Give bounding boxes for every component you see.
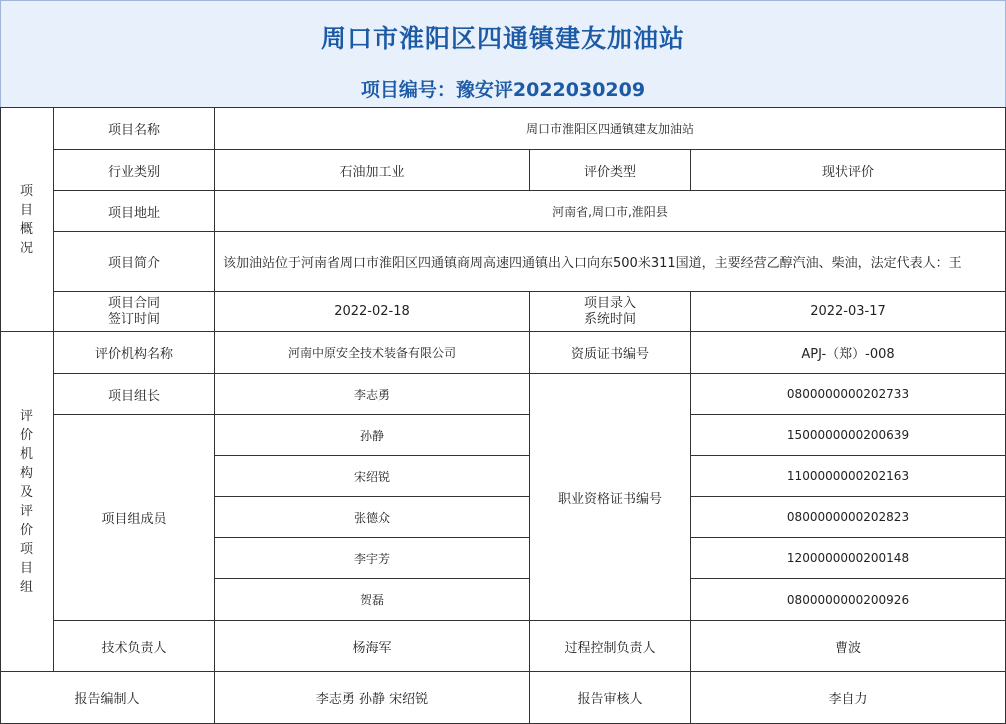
- project-number: 项目编号：豫安评2022030209: [360, 79, 646, 101]
- group-label-char: 况: [19, 240, 33, 256]
- project-name-value: 周口市淮阳区四通镇建友加油站: [215, 108, 1006, 150]
- overview-group-label: [0, 108, 54, 332]
- tech-lead-label: 技术负责人: [54, 621, 215, 672]
- group-label-char: 项: [19, 183, 33, 199]
- org-name-value: 河南中原安全技术装备有限公司: [215, 332, 530, 374]
- industry-label: 行业类别: [54, 150, 215, 191]
- group-label-char: 项: [19, 541, 33, 557]
- member-cert: 0800000000200926: [691, 579, 1006, 621]
- tech-lead-value: 杨海军: [215, 621, 530, 672]
- group-label-char: 构: [19, 465, 33, 481]
- member-name: 贺磊: [215, 579, 530, 621]
- eval-type-label: 评价类型: [530, 150, 691, 191]
- member-name: 孙静: [215, 415, 530, 456]
- report-reviewer-label: 报告审核人: [530, 672, 691, 724]
- report-author-label: 报告编制人: [0, 672, 215, 724]
- eval-type-value: 现状评价: [691, 150, 1006, 191]
- group-label-char: 目: [19, 202, 33, 218]
- intro-value: 该加油站位于河南省周口市淮阳区四通镇商周高速四通镇出入口向东500米311国道，主要经营乙醇汽油、柴油，法定代表人：王: [215, 232, 1006, 292]
- member-cert: 1200000000200148: [691, 538, 1006, 579]
- entry-date-label: 项目录入系统时间: [530, 292, 691, 332]
- agency-group-label: [0, 332, 54, 672]
- members-label: 项目组成员: [54, 415, 215, 621]
- leader-label: 项目组长: [54, 374, 215, 415]
- group-label-char: 评: [19, 503, 33, 519]
- member-cert: 0800000000202733: [691, 374, 1006, 415]
- member-name: 张德众: [215, 497, 530, 538]
- member-cert: 0800000000202823: [691, 497, 1006, 538]
- report-reviewer-value: 李自力: [691, 672, 1006, 724]
- contract-date-label: 项目合同签订时间: [54, 292, 215, 332]
- group-label-char: 及: [19, 484, 33, 500]
- intro-label: 项目简介: [54, 232, 215, 292]
- group-label-char: 评: [19, 408, 33, 424]
- address-label: 项目地址: [54, 191, 215, 232]
- contract-date-value: 2022-02-18: [215, 292, 530, 332]
- org-name-label: 评价机构名称: [54, 332, 215, 374]
- group-label-char: 机: [19, 446, 33, 462]
- qualification-label: 职业资格证书编号: [530, 374, 691, 621]
- group-label-char: 价: [19, 427, 33, 443]
- address-value: 河南省,周口市,淮阳县: [215, 191, 1006, 232]
- member-cert: 1100000000202163: [691, 456, 1006, 497]
- group-label-char: 目: [19, 560, 33, 576]
- page-title: 周口市淮阳区四通镇建友加油站: [320, 24, 685, 53]
- project-name-label: 项目名称: [54, 108, 215, 150]
- group-label-char: 概: [19, 221, 33, 237]
- group-label-char: 组: [19, 579, 33, 595]
- report-author-value: 李志勇 孙静 宋绍锐: [215, 672, 530, 724]
- header: [0, 0, 1006, 108]
- member-name: 李宇芳: [215, 538, 530, 579]
- group-label-char: 价: [19, 522, 33, 538]
- process-lead-label: 过程控制负责人: [530, 621, 691, 672]
- member-name: 李志勇: [215, 374, 530, 415]
- member-cert: 1500000000200639: [691, 415, 1006, 456]
- process-lead-value: 曹波: [691, 621, 1006, 672]
- entry-date-value: 2022-03-17: [691, 292, 1006, 332]
- cert-no-label: 资质证书编号: [530, 332, 691, 374]
- cert-no-value: APJ-（郑）-008: [691, 332, 1006, 374]
- member-name: 宋绍锐: [215, 456, 530, 497]
- industry-value: 石油加工业: [215, 150, 530, 191]
